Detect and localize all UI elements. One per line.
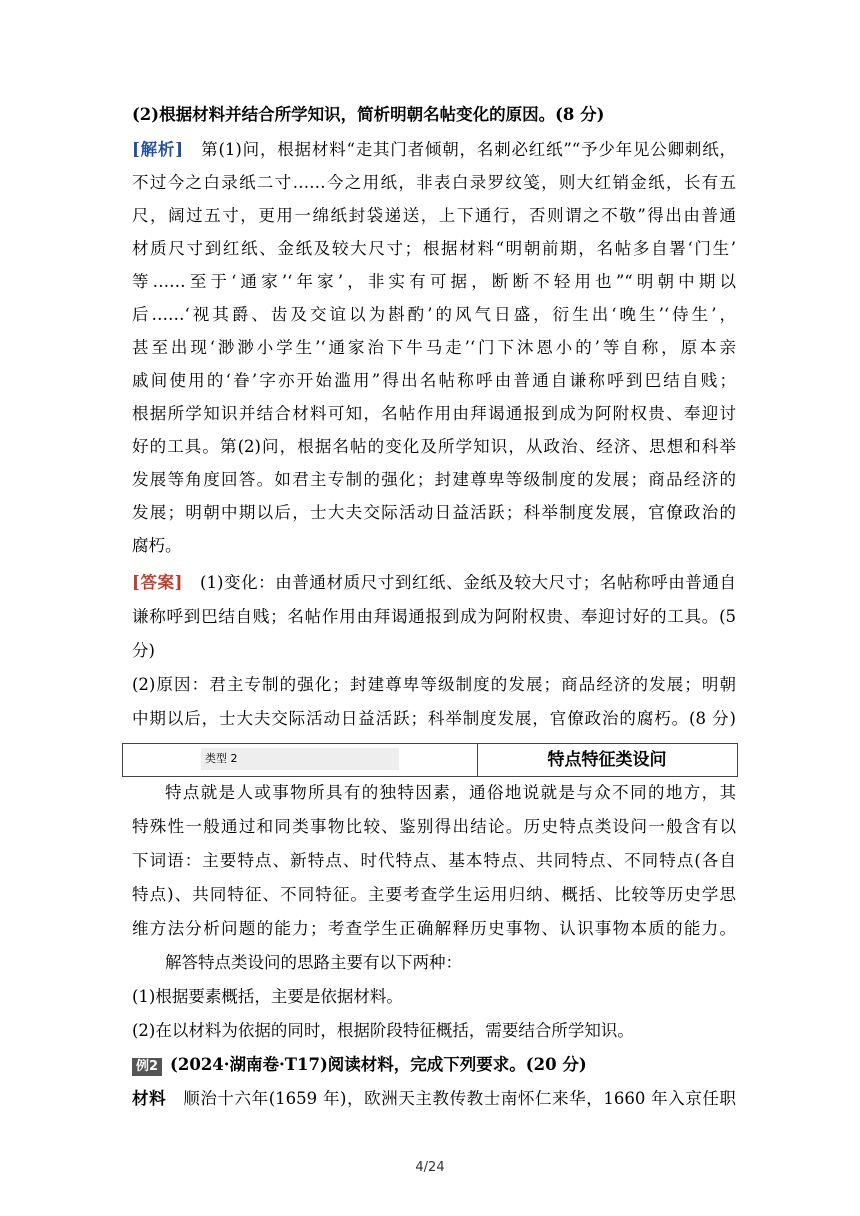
analysis-line: 材质尺寸到红纸、金纸及较大尺寸；根据材料“明朝前期，名帖多自署‘门生’ [132,239,736,258]
type-heading-box [122,743,738,777]
analysis-line: 甚至出现‘渺渺小学生’‘通家治下牛马走’‘门下沐恩小的’等自称，原本亲 [132,338,736,357]
answer-line: 中期以后，士大夫交际活动日益活跃；科举制度发展，官僚政治的腐朽。(8 分) [132,709,736,728]
example-text: (2024·湖南卷·T17)阅读材料，完成下列要求。(20 分) [170,1055,587,1074]
analysis-line: 发展等角度回答。如君主专制的强化；封建尊卑等级制度的发展；商品经济的 [132,470,736,489]
page-number: 4/24 [415,1160,445,1175]
analysis-line: 不过今之白录纸二寸……今之用纸，非表白录罗纹笺，则大红销金纸，长有五 [132,173,736,192]
analysis-tag: [解析] [132,140,184,159]
method-intro: 解答特点类设问的思路主要有以下两种： [165,953,462,972]
analysis-line: 尺，阔过五寸，更用一绵纸封袋递送，上下通行，否则谓之不敬”得出由普通 [132,206,736,225]
question-2: (2)根据材料并结合所学知识，简析明朝名帖变化的原因。(8 分) [132,105,605,124]
answer-tag: [答案] [132,573,183,592]
answer-line: (2)原因：君主专制的强化；封建尊卑等级制度的发展；商品经济的发展；明朝 [132,675,736,694]
material-line [132,1088,736,1110]
intro-line: 特点就是人或事物所具有的独特因素，通俗地说就是与众不同的地方，其 [165,783,736,802]
material-label: 材料 [132,1089,167,1108]
answer-line: 谦称呼到巴结自贱；名帖作用由拜谒通报到成为阿附权贵、奉迎讨好的工具。(5 [132,607,736,626]
answer-line: [答案] (1)变化：由普通材质尺寸到红纸、金纸及较大尺寸；名帖称呼由普通自 [132,573,736,592]
analysis-line: 后……‘视其爵、齿及交谊以为斟酌’的风气日盛，衍生出‘晚生’‘侍生’， [132,305,736,324]
intro-line: 维方法分析问题的能力；考查学生正确解释历史事物、认识事物本质的能力。 [132,919,736,938]
type-heading-left [123,744,478,776]
analysis-line: 戚间使用的‘眷’字亦开始滥用”得出名帖称呼由普通自谦称呼到巴结自贱； [132,371,736,390]
analysis-line: 等……至于‘通家’‘年家’，非实有可据，断断不轻用也”“明朝中期以 [132,272,736,291]
answer-line: 分) [132,641,155,660]
type-label: 类型 2 [201,748,399,770]
example-mark: 例2 [132,1058,162,1076]
method-item: (1)根据要素概括，主要是依据材料。 [132,987,403,1006]
type-title: 特点特征类设问 [547,750,667,770]
method-item: (2)在以材料为依据的同时，根据阶段特征概括，需要结合所学知识。 [132,1021,634,1040]
intro-line: 下词语：主要特点、新特点、时代特点、基本特点、共同特点、不同特点(各自 [132,851,736,870]
analysis-line: [解析] 第(1)问，根据材料“走其门者倾朝，名刺必红纸”“予少年见公卿刺纸， [132,140,736,159]
intro-line: 特殊性一般通过和同类事物比较、鉴别得出结论。历史特点类设问一般含有以 [132,817,736,836]
example-heading [132,1054,736,1076]
analysis-line: 腐朽。 [132,536,182,555]
material-text: 顺治十六年(1659 年)，欧洲天主教传教士南怀仁来华，1660 年入京任职 [183,1089,736,1108]
analysis-line: 好的工具。第(2)问，根据名帖的变化及所学知识，从政治、经济、思想和科举 [132,437,736,456]
analysis-line: 发展；明朝中期以后，士大夫交际活动日益活跃；科举制度发展，官僚政治的 [132,503,736,522]
intro-line: 特点)、共同特征、不同特征。主要考查学生运用归纳、概括、比较等历史学思 [132,885,736,904]
analysis-line: 根据所学知识并结合材料可知，名帖作用由拜谒通报到成为阿附权贵、奉迎讨 [132,404,736,423]
